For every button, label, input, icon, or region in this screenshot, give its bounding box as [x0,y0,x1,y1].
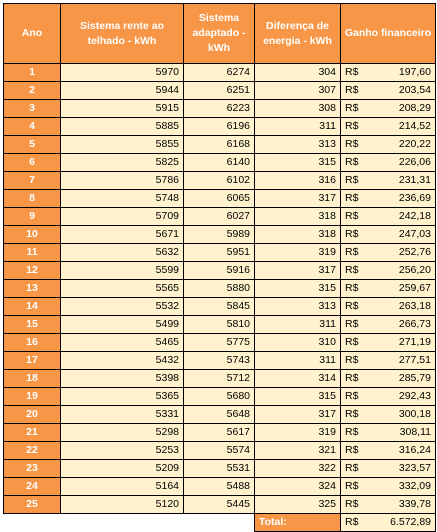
ganho-value: 271,19 [398,336,431,348]
cell-ganho-financeiro [341,262,436,280]
cell-diferenca: 310 [255,334,341,352]
ganho-value: 256,20 [398,264,431,276]
cell-diferenca: 317 [255,190,341,208]
cell-diferenca: 311 [255,352,341,370]
table-container [3,3,436,532]
cell-ano: 25 [4,496,61,514]
table-row [4,460,436,478]
currency-symbol: R$ [345,336,359,348]
header-row [4,4,436,64]
currency-symbol: R$ [345,498,359,510]
cell-ano: 11 [4,244,61,262]
cell-sistema-adaptado: 6274 [184,64,255,82]
table-row [4,136,436,154]
cell-ganho-financeiro [341,64,436,82]
cell-diferenca: 315 [255,280,341,298]
cell-ganho-financeiro [341,82,436,100]
cell-ano: 21 [4,424,61,442]
table-row [4,370,436,388]
cell-sistema-adaptado: 5488 [184,478,255,496]
cell-sistema-adaptado: 5916 [184,262,255,280]
cell-ganho-financeiro [341,226,436,244]
currency-symbol: R$ [345,84,359,96]
ganho-value: 208,29 [398,102,431,114]
total-blank-cell [61,514,184,532]
cell-diferenca: 325 [255,496,341,514]
currency-symbol: R$ [345,246,359,258]
cell-ganho-financeiro [341,136,436,154]
currency-symbol: R$ [345,318,359,330]
cell-ganho-financeiro [341,370,436,388]
ganho-value: 226,06 [398,156,431,168]
cell-diferenca: 313 [255,298,341,316]
ganho-value: 332,09 [398,480,431,492]
ganho-value: 266,73 [398,318,431,330]
cell-diferenca: 317 [255,262,341,280]
cell-sistema-rente: 5748 [61,190,184,208]
cell-sistema-adaptado: 6027 [184,208,255,226]
cell-sistema-adaptado: 6223 [184,100,255,118]
currency-symbol: R$ [345,282,359,294]
cell-ano: 10 [4,226,61,244]
table-row [4,316,436,334]
cell-ganho-financeiro [341,100,436,118]
total-label: Total: [255,514,341,532]
table-row [4,496,436,514]
cell-diferenca: 307 [255,82,341,100]
header-ano: Ano [4,4,61,64]
cell-sistema-adaptado: 5574 [184,442,255,460]
ganho-value: 323,57 [398,462,431,474]
cell-sistema-rente: 5532 [61,298,184,316]
ganho-value: 247,03 [398,228,431,240]
total-blank-cell [4,514,61,532]
cell-sistema-rente: 5599 [61,262,184,280]
header-sistema-rente: Sistema rente ao telhado - kWh [61,4,184,64]
cell-sistema-adaptado: 6065 [184,190,255,208]
cell-sistema-adaptado: 5989 [184,226,255,244]
ganho-value: 203,54 [398,84,431,96]
cell-diferenca: 316 [255,172,341,190]
currency-symbol: R$ [345,408,359,420]
cell-sistema-rente: 5465 [61,334,184,352]
table-row [4,118,436,136]
currency-symbol: R$ [345,66,359,78]
cell-sistema-rente: 5632 [61,244,184,262]
cell-diferenca: 315 [255,154,341,172]
table-row [4,100,436,118]
cell-sistema-rente: 5671 [61,226,184,244]
ganho-value: 308,11 [399,426,431,438]
cell-diferenca: 322 [255,460,341,478]
cell-diferenca: 319 [255,244,341,262]
currency-symbol: R$ [345,264,359,276]
cell-diferenca: 319 [255,424,341,442]
ganho-value: 197,60 [398,66,431,78]
table-row [4,298,436,316]
cell-ano: 9 [4,208,61,226]
cell-ganho-financeiro [341,424,436,442]
cell-ganho-financeiro [341,190,436,208]
cell-sistema-adaptado: 5951 [184,244,255,262]
cell-ganho-financeiro [341,352,436,370]
currency-symbol: R$ [345,426,359,438]
currency-symbol: R$ [345,156,359,168]
cell-ano: 12 [4,262,61,280]
table-row [4,334,436,352]
cell-sistema-adaptado: 6196 [184,118,255,136]
ganho-value: 252,76 [398,246,431,258]
cell-sistema-rente: 5565 [61,280,184,298]
table-row [4,424,436,442]
cell-sistema-rente: 5164 [61,478,184,496]
cell-diferenca: 311 [255,316,341,334]
table-row [4,406,436,424]
table-row [4,226,436,244]
cell-ganho-financeiro [341,208,436,226]
cell-diferenca: 313 [255,136,341,154]
cell-ano: 14 [4,298,61,316]
total-value-cell [341,514,436,532]
currency-symbol: R$ [345,390,359,402]
cell-sistema-adaptado: 5445 [184,496,255,514]
currency-symbol: R$ [345,174,359,186]
energy-gain-table [3,3,436,532]
cell-sistema-rente: 5885 [61,118,184,136]
ganho-value: 236,69 [398,192,431,204]
cell-ano: 8 [4,190,61,208]
ganho-value: 259,67 [398,282,431,294]
table-body [4,64,436,514]
cell-sistema-adaptado: 5743 [184,352,255,370]
header-ganho-financeiro: Ganho financeiro [341,4,436,64]
cell-sistema-rente: 5253 [61,442,184,460]
cell-ganho-financeiro [341,496,436,514]
table-row [4,388,436,406]
table-row [4,154,436,172]
cell-sistema-rente: 5825 [61,154,184,172]
cell-ganho-financeiro [341,478,436,496]
cell-diferenca: 314 [255,370,341,388]
ganho-value: 300,18 [398,408,431,420]
cell-diferenca: 315 [255,388,341,406]
cell-ano: 18 [4,370,61,388]
cell-ano: 23 [4,460,61,478]
cell-ganho-financeiro [341,280,436,298]
cell-sistema-adaptado: 6140 [184,154,255,172]
currency-symbol: R$ [345,210,359,222]
currency-symbol: R$ [345,462,359,474]
cell-sistema-rente: 5970 [61,64,184,82]
total-value: 6.572,89 [390,516,431,528]
currency-symbol: R$ [345,372,359,384]
cell-ganho-financeiro [341,154,436,172]
ganho-value: 339,78 [398,498,431,510]
cell-sistema-rente: 5915 [61,100,184,118]
cell-diferenca: 324 [255,478,341,496]
header-sistema-adaptado: Sistema adaptado - kWh [184,4,255,64]
cell-ano: 20 [4,406,61,424]
total-blank-cell [184,514,255,532]
table-row [4,172,436,190]
table-row [4,190,436,208]
cell-diferenca: 318 [255,226,341,244]
cell-ganho-financeiro [341,316,436,334]
header-diferenca-energia: Diferença de energia - kWh [255,4,341,64]
cell-sistema-rente: 5944 [61,82,184,100]
cell-ano: 17 [4,352,61,370]
cell-sistema-rente: 5432 [61,352,184,370]
table-row [4,352,436,370]
currency-symbol: R$ [345,480,359,492]
cell-diferenca: 317 [255,406,341,424]
cell-sistema-adaptado: 5880 [184,280,255,298]
cell-ano: 6 [4,154,61,172]
ganho-value: 220,22 [398,138,431,150]
cell-ano: 15 [4,316,61,334]
currency-symbol: R$ [345,138,359,150]
currency-symbol: R$ [345,228,359,240]
cell-ano: 5 [4,136,61,154]
total-row [4,514,436,532]
total-currency: R$ [345,516,359,528]
cell-ano: 19 [4,388,61,406]
cell-ano: 2 [4,82,61,100]
cell-ano: 1 [4,64,61,82]
cell-sistema-rente: 5298 [61,424,184,442]
currency-symbol: R$ [345,444,359,456]
currency-symbol: R$ [345,102,359,114]
cell-ganho-financeiro [341,442,436,460]
currency-symbol: R$ [345,354,359,366]
cell-diferenca: 304 [255,64,341,82]
cell-ano: 24 [4,478,61,496]
cell-sistema-rente: 5499 [61,316,184,334]
cell-sistema-adaptado: 6168 [184,136,255,154]
cell-ano: 3 [4,100,61,118]
ganho-value: 214,52 [398,120,431,132]
cell-ano: 22 [4,442,61,460]
cell-ano: 13 [4,280,61,298]
cell-diferenca: 308 [255,100,341,118]
cell-sistema-adaptado: 5712 [184,370,255,388]
cell-diferenca: 318 [255,208,341,226]
table-row [4,82,436,100]
cell-ganho-financeiro [341,388,436,406]
ganho-value: 242,18 [398,210,431,222]
cell-sistema-adaptado: 5617 [184,424,255,442]
cell-sistema-adaptado: 5531 [184,460,255,478]
cell-sistema-adaptado: 5810 [184,316,255,334]
cell-sistema-rente: 5209 [61,460,184,478]
cell-sistema-adaptado: 5680 [184,388,255,406]
cell-sistema-rente: 5120 [61,496,184,514]
cell-ano: 16 [4,334,61,352]
cell-sistema-rente: 5365 [61,388,184,406]
cell-ganho-financeiro [341,406,436,424]
ganho-value: 292,43 [398,390,431,402]
cell-diferenca: 311 [255,118,341,136]
cell-ganho-financeiro [341,244,436,262]
cell-sistema-rente: 5398 [61,370,184,388]
currency-symbol: R$ [345,120,359,132]
cell-sistema-rente: 5709 [61,208,184,226]
cell-ganho-financeiro [341,172,436,190]
currency-symbol: R$ [345,192,359,204]
cell-sistema-adaptado: 6251 [184,82,255,100]
ganho-value: 277,51 [398,354,431,366]
table-row [4,208,436,226]
cell-ganho-financeiro [341,118,436,136]
ganho-value: 231,31 [398,174,431,186]
table-row [4,262,436,280]
table-row [4,442,436,460]
ganho-value: 316,24 [398,444,431,456]
cell-ano: 4 [4,118,61,136]
ganho-value: 285,79 [398,372,431,384]
currency-symbol: R$ [345,300,359,312]
cell-ganho-financeiro [341,460,436,478]
cell-ganho-financeiro [341,334,436,352]
cell-diferenca: 321 [255,442,341,460]
table-row [4,244,436,262]
cell-ano: 7 [4,172,61,190]
cell-sistema-rente: 5786 [61,172,184,190]
cell-sistema-adaptado: 5845 [184,298,255,316]
cell-sistema-adaptado: 6102 [184,172,255,190]
ganho-value: 263,18 [398,300,431,312]
table-row [4,280,436,298]
cell-sistema-rente: 5331 [61,406,184,424]
cell-sistema-adaptado: 5648 [184,406,255,424]
cell-ganho-financeiro [341,298,436,316]
cell-sistema-adaptado: 5775 [184,334,255,352]
table-row [4,64,436,82]
table-row [4,478,436,496]
cell-sistema-rente: 5855 [61,136,184,154]
